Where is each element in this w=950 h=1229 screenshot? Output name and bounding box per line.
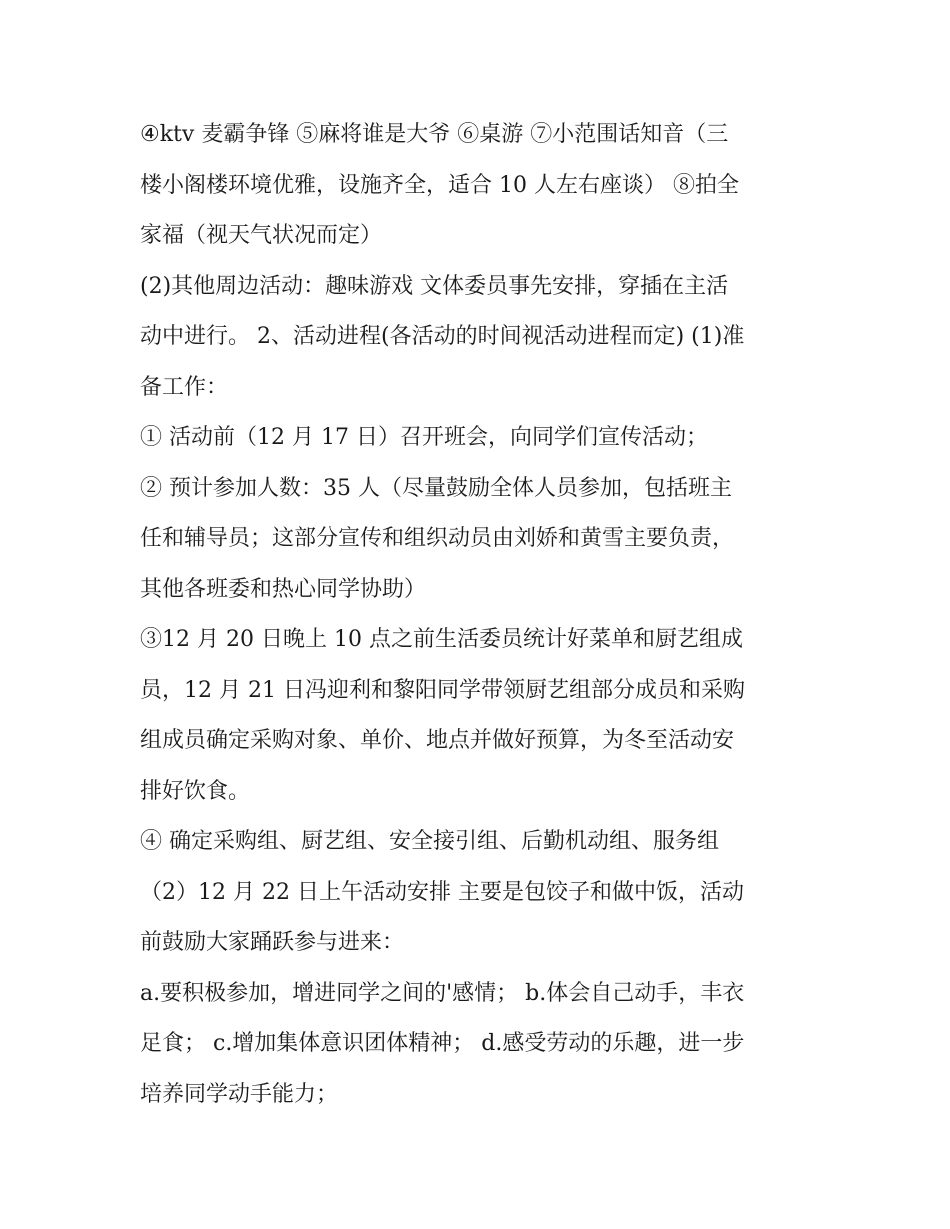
text-line: 培养同学动手能力；	[140, 1081, 339, 1107]
document-body	[140, 110, 820, 1120]
text-line: ③12 月 20 日晚上 10 点之前生活委员统计好菜单和厨艺组成	[140, 627, 743, 652]
text-line: 排好饮食。	[140, 778, 251, 804]
text-line: (2)其他周边活动：趣味游戏 文体委员事先安排，穿插在主活	[140, 273, 729, 299]
text-line: 任和辅导员；这部分宣传和组织动员由刘娇和黄雪主要负责，	[140, 526, 735, 551]
text-line: 前鼓励大家踊跃参与进来：	[140, 930, 405, 955]
text-line: ④ktv 麦霸争锋 ⑤麻将谁是大爷 ⑥桌游 ⑦小范围话知音（三	[140, 122, 729, 147]
text-line: 员，12 月 21 日冯迎利和黎阳同学带领厨艺组部分成员和采购	[140, 677, 745, 703]
text-line: 家福（视天气状况而定）	[140, 223, 383, 248]
text-line: ① 活动前（12 月 17 日）召开班会，向同学们宣传活动；	[140, 425, 708, 450]
text-line: ④ 确定采购组、厨艺组、安全接引组、后勤机动组、服务组	[140, 829, 719, 854]
text-line: 足食； c.增加集体意识团体精神； d.感受劳动的乐趣，进一步	[140, 1031, 745, 1056]
text-line: 备工作：	[140, 374, 229, 400]
text-line: ② 预计参加人数：35 人（尽量鼓励全体人员参加，包括班主	[140, 475, 732, 501]
text-line: 楼小阁楼环境优雅，设施齐全，适合 10 人左右座谈） ⑧拍全	[140, 172, 739, 198]
text-line: 其他各班委和热心同学协助）	[140, 576, 427, 602]
text-line: 动中进行。 2、活动进程(各活动的时间视活动进程而定) (1)准	[140, 324, 745, 349]
text-line: （2）12 月 22 日上午活动安排 主要是包饺子和做中饭，活动	[140, 879, 744, 905]
text-line: 组成员确定采购对象、单价、地点并做好预算，为冬至活动安	[140, 728, 735, 753]
text-line: a.要积极参加，增进同学之间的'感情； b.体会自己动手，丰衣	[140, 980, 745, 1006]
